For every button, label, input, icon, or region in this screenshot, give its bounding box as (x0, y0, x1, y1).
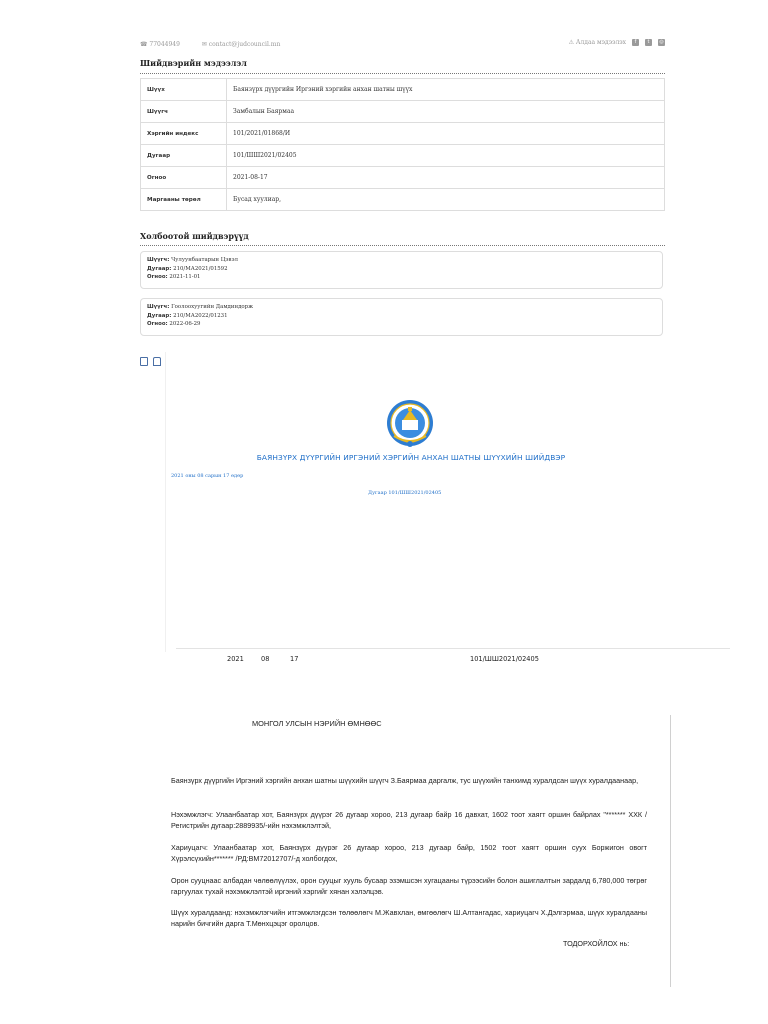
top-bar (140, 38, 665, 52)
info-label: Огноо (141, 167, 227, 189)
date-label: Огноо: (147, 321, 168, 327)
twitter-icon[interactable]: t (645, 39, 652, 46)
document-date-line: 2021 оны 08 сарын 17 өдөр (171, 473, 244, 479)
date-label: Огноо: (147, 274, 168, 280)
info-value: Замбалын Баярмаа (227, 101, 665, 123)
document-paragraph: Орон сууцнаас албадан чөлөөлүүлэх, орон сууцыг хууль бусаар эзэмшсэн хугацааны түрээсийн болон ашиглалтын зардалд 6,780,000 төгрөг гаргуулах тухай нэхэмжлэлтэй иргэний хэргийг хянан хэлэлцэв. (171, 876, 647, 896)
judge-name: Чулуунбаатарын Цэвэл (171, 257, 238, 263)
phone-contact[interactable]: ☎ 77044949 (140, 41, 180, 48)
info-value: Баянзүрх дүүргийн Иргэний хэргийн анхан шатны шүүх (227, 79, 665, 101)
number-label: Дугаар: (147, 312, 172, 319)
print-icon[interactable] (153, 357, 161, 366)
document-paragraph: Нэхэмжлэгч: Улаанбаатар хот, Баянзүрх дүүрэг 26 дугаар хороо, 213 дугаар байр 16 давхат, 1602 тоот хаягт оршин байрлах "******* ХХК /Регистрийн дугаар:2889935/-ийн нэхэмжлэлтэй, (171, 810, 647, 830)
info-divider (140, 73, 665, 74)
row-month: 08 (261, 655, 270, 663)
decision-date: 2021-11-01 (169, 274, 201, 280)
info-label: Маргааны төрөл (141, 189, 227, 211)
email-text: contact@judcouncil.mn (208, 41, 281, 48)
document-toolbar (140, 357, 161, 366)
info-row (141, 123, 665, 145)
row-day: 17 (290, 655, 299, 663)
number-label: Дугаар: (147, 265, 172, 272)
row-year: 2021 (227, 655, 244, 663)
top-actions (569, 39, 665, 46)
info-label: Хэргийн индекс (141, 123, 227, 145)
info-label: Шүүх (141, 79, 227, 101)
document-paragraph: Хариуцагч: Улаанбаатар хот, Баянзүрх дүүрэг 26 дугаар хороо, 213 дугаар байр, 1502 тоот хаягт оршин суух Боржигон овогт Хүрэлсүхийн******* /РД:ВМ72012707/-д холбогдох, (171, 843, 647, 863)
row-number: 101/ШШ2021/02405 (470, 655, 539, 663)
info-value: 2021-08-17 (227, 167, 665, 189)
document-number-line: Дугаар 101/ШШ2021/02405 (368, 490, 442, 496)
related-divider (140, 245, 665, 246)
phone-text: 77044949 (149, 41, 180, 48)
document-border-right (670, 715, 671, 987)
report-error-link[interactable]: ⚠ Алдаа мэдээлэх (568, 39, 626, 46)
info-section-title: Шийдвэрийн мэдээлэл (140, 58, 247, 68)
document-closing: ТОДОРХОЙЛОХ нь: (563, 939, 630, 948)
document-paragraph: Баянзүрх дүүргийн Иргэний хэргийн анхан шатны шүүхийн шүүгч З.Баярмаа даргалж, тус шүүхийн танхимд хуралдсан шүүх хуралдаанаар, (171, 776, 639, 785)
related-decision-card[interactable] (140, 298, 663, 336)
decision-date: 2022-06-29 (169, 321, 201, 327)
info-row (141, 101, 665, 123)
decision-number: 210/МА2021/01592 (173, 265, 228, 272)
document-paragraph: Шүүх хуралдаанд: нэхэмжлэгчийн итгэмжлэгдсэн төлөөлөгч М.Жавхлан, өмгөөлөгч Ш.Алтангадас, хариуцагч Х.Дэлгэрмаа, шүүх хуралдааны нарийн бичгийн дарга Т.Мөнхцэцэг оролцов. (171, 908, 647, 928)
judge-label: Шүүгч: (147, 304, 170, 310)
info-row (141, 167, 665, 189)
decision-number: 210/МА2022/01231 (173, 312, 228, 319)
info-row (141, 189, 665, 211)
email-contact[interactable]: ✉ contact@judcouncil.mn (201, 41, 281, 48)
judge-name: Гоолоохуугийн Дамдиндорж (171, 304, 254, 310)
instagram-icon[interactable]: ◎ (659, 39, 664, 45)
info-table (140, 78, 665, 211)
document-divider (176, 648, 730, 649)
info-value: 101/ШШ2021/02405 (227, 145, 665, 167)
info-row (141, 79, 665, 101)
report-error-label: Алдаа мэдээлэх (575, 39, 626, 46)
related-section-title: Холбоотой шийдвэрүүд (140, 231, 249, 241)
related-decision-card[interactable] (140, 251, 663, 289)
judge-label: Шүүгч: (147, 257, 170, 263)
facebook-icon[interactable]: f (632, 39, 639, 46)
info-row (141, 145, 665, 167)
info-value: 101/2021/01868/И (227, 123, 665, 145)
info-label: Дугаар (141, 145, 227, 167)
document-heading: МОНГОЛ УЛСЫН НЭРИЙН ӨМНӨӨС (252, 719, 382, 728)
document-border-left (165, 352, 166, 652)
state-emblem-icon (385, 398, 435, 450)
info-label: Шүүгч (141, 101, 227, 123)
document-title: БАЯНЗҮРХ ДҮҮРГИЙН ИРГЭНИЙ ХЭРГИЙН АНХАН ШАТНЫ ШҮҮХИЙН ШИЙДВЭР (256, 453, 566, 462)
document-download-icon[interactable] (140, 357, 148, 366)
info-value: Бусад хуулиар, (227, 189, 665, 211)
contact-info (140, 41, 300, 48)
